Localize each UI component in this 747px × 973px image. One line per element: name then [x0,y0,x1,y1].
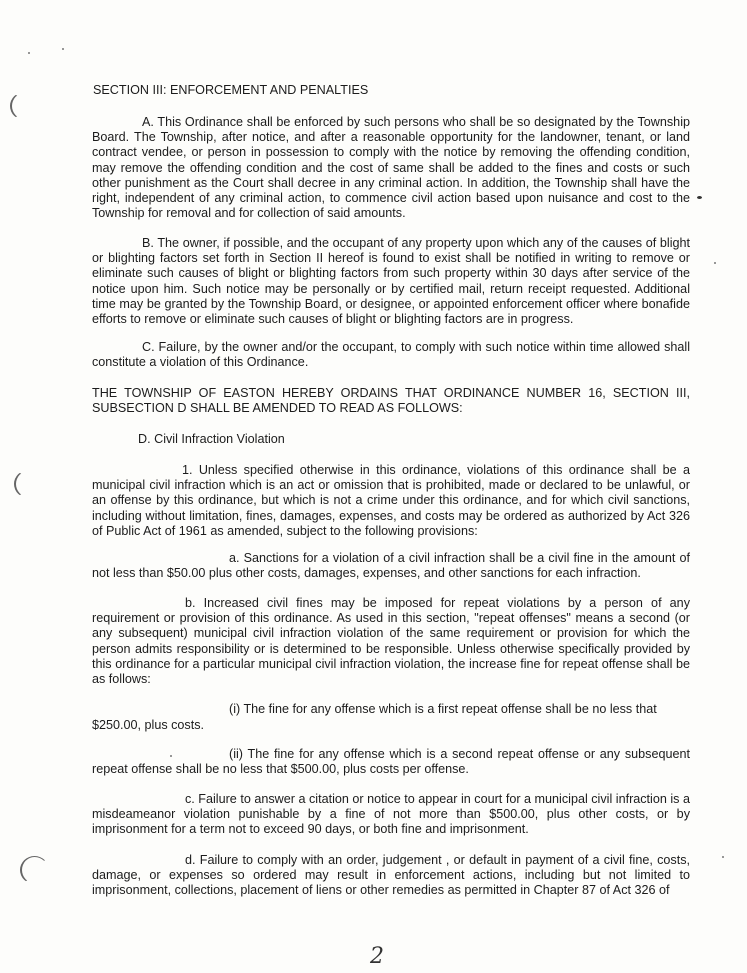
scan-speck [62,48,64,50]
paragraph-1b-ii: (ii) The fine for any offense which is a second repeat offense or any subsequent repeat offense shall be no less that $500.00, plus costs per offense. [92,747,690,777]
subsection-d-title: D. Civil Infraction Violation [138,432,285,446]
paragraph-1c: c. Failure to answer a citation or notice to appear in court for a municipal civil infraction is a misdeameanor violation punishable by a fine of not more than $500.00, plus other costs, or by imprisonment for a term not to exceed 90 days, or both fine and imprisonment. [92,792,690,837]
scan-speck [714,262,716,264]
section-title: SECTION III: ENFORCEMENT AND PENALTIES [93,83,369,97]
paragraph-b: B. The owner, if possible, and the occupant of any property upon which any of the causes of blight or blighting factors set forth in Section II hereof is found to exist shall be notified in writing to remove or eliminate such causes of blight or blighting factors from such property within 30 days after service of the notice upon him. Such notice may be personally or by certified mail, return receipt requested. Additional time may be granted by the Township Board, or designee, or appointed enforcement officer where bonafide efforts to remove or eliminate such causes of blight or blighting factors are in progress. [92,236,690,327]
paragraph-1b-i-line2: $250.00, plus costs. [92,718,205,732]
scan-speck [28,52,30,54]
binder-hole-mark-bottom [20,856,49,884]
paragraph-1b: b. Increased civil fines may be imposed for repeat violations by a person of any requirement or provision of this ordinance. As used in this section, "repeat offenses" means a second (or any subsequent) municipal civil infraction violation of the same requirement or provision for which the person admits responsibility or is determined to be responsible. Unless otherwise specifically provided by this ordinance for a particular municipal civil infraction violation, the increase fine for repeat offense shall be as follows: [92,596,690,687]
paragraph-1a: a. Sanctions for a violation of a civil infraction shall be a civil fine in the amount of not less than $50.00 plus other costs, damages, expenses, and other sanctions for each infraction. [92,551,690,581]
paragraph-c: C. Failure, by the owner and/or the occupant, to comply with such notice within time allowed shall constitute a violation of this Ordinance. [92,340,690,370]
scan-speck [722,856,724,858]
binder-hole-mark-top [10,92,39,120]
paragraph-1b-i-line1: (i) The fine for any offense which is a first repeat offense shall be no less that [229,702,657,716]
paragraph-1: 1. Unless specified otherwise in this ordinance, violations of this ordinance shall be a municipal civil infraction which is an act or omission that is prohibited, made or declared to be unlawful, or an offense by this ordinance, but which is not a crime under this ordinance, and for which civil sanctions, including without limitation, fines, damages, expenses, and costs may be ordered as authorized by Act 326 of Public Act of 1961 as amended, subject to the following provisions: [92,463,690,538]
ordains-statement: THE TOWNSHIP OF EASTON HEREBY ORDAINS THAT ORDINANCE NUMBER 16, SECTION III, SUBSECTION D SHALL BE AMENDED TO READ AS FOLLOWS: [92,386,690,416]
paragraph-1d: d. Failure to comply with an order, judgement , or default in payment of a civil fine, costs, damage, or expenses so ordered may result in enforcement actions, including but not limited to imprisonment, collections, placement of liens or other remedies as permitted in Chapter 87 of Act 326 of [92,853,690,898]
paragraph-a: A. This Ordinance shall be enforced by such persons who shall be so designated by the Township Board. The Township, after notice, and after a reasonable opportunity for the landowner, tenant, or land contract vendee, or person in possession to comply with the notice by removing the offending condition, may remove the offending condition and the cost of same shall be added to the fines and costs or such other punishment as the Court shall decree in any criminal action. In addition, the Township shall have the right, independent of any criminal action, to commence civil action based upon nuisance and cost to the Township for removal and for collection of said amounts. [92,115,690,221]
page-number: 2 [370,944,384,969]
binder-hole-mark-middle [14,470,43,498]
scan-speck [697,196,702,199]
